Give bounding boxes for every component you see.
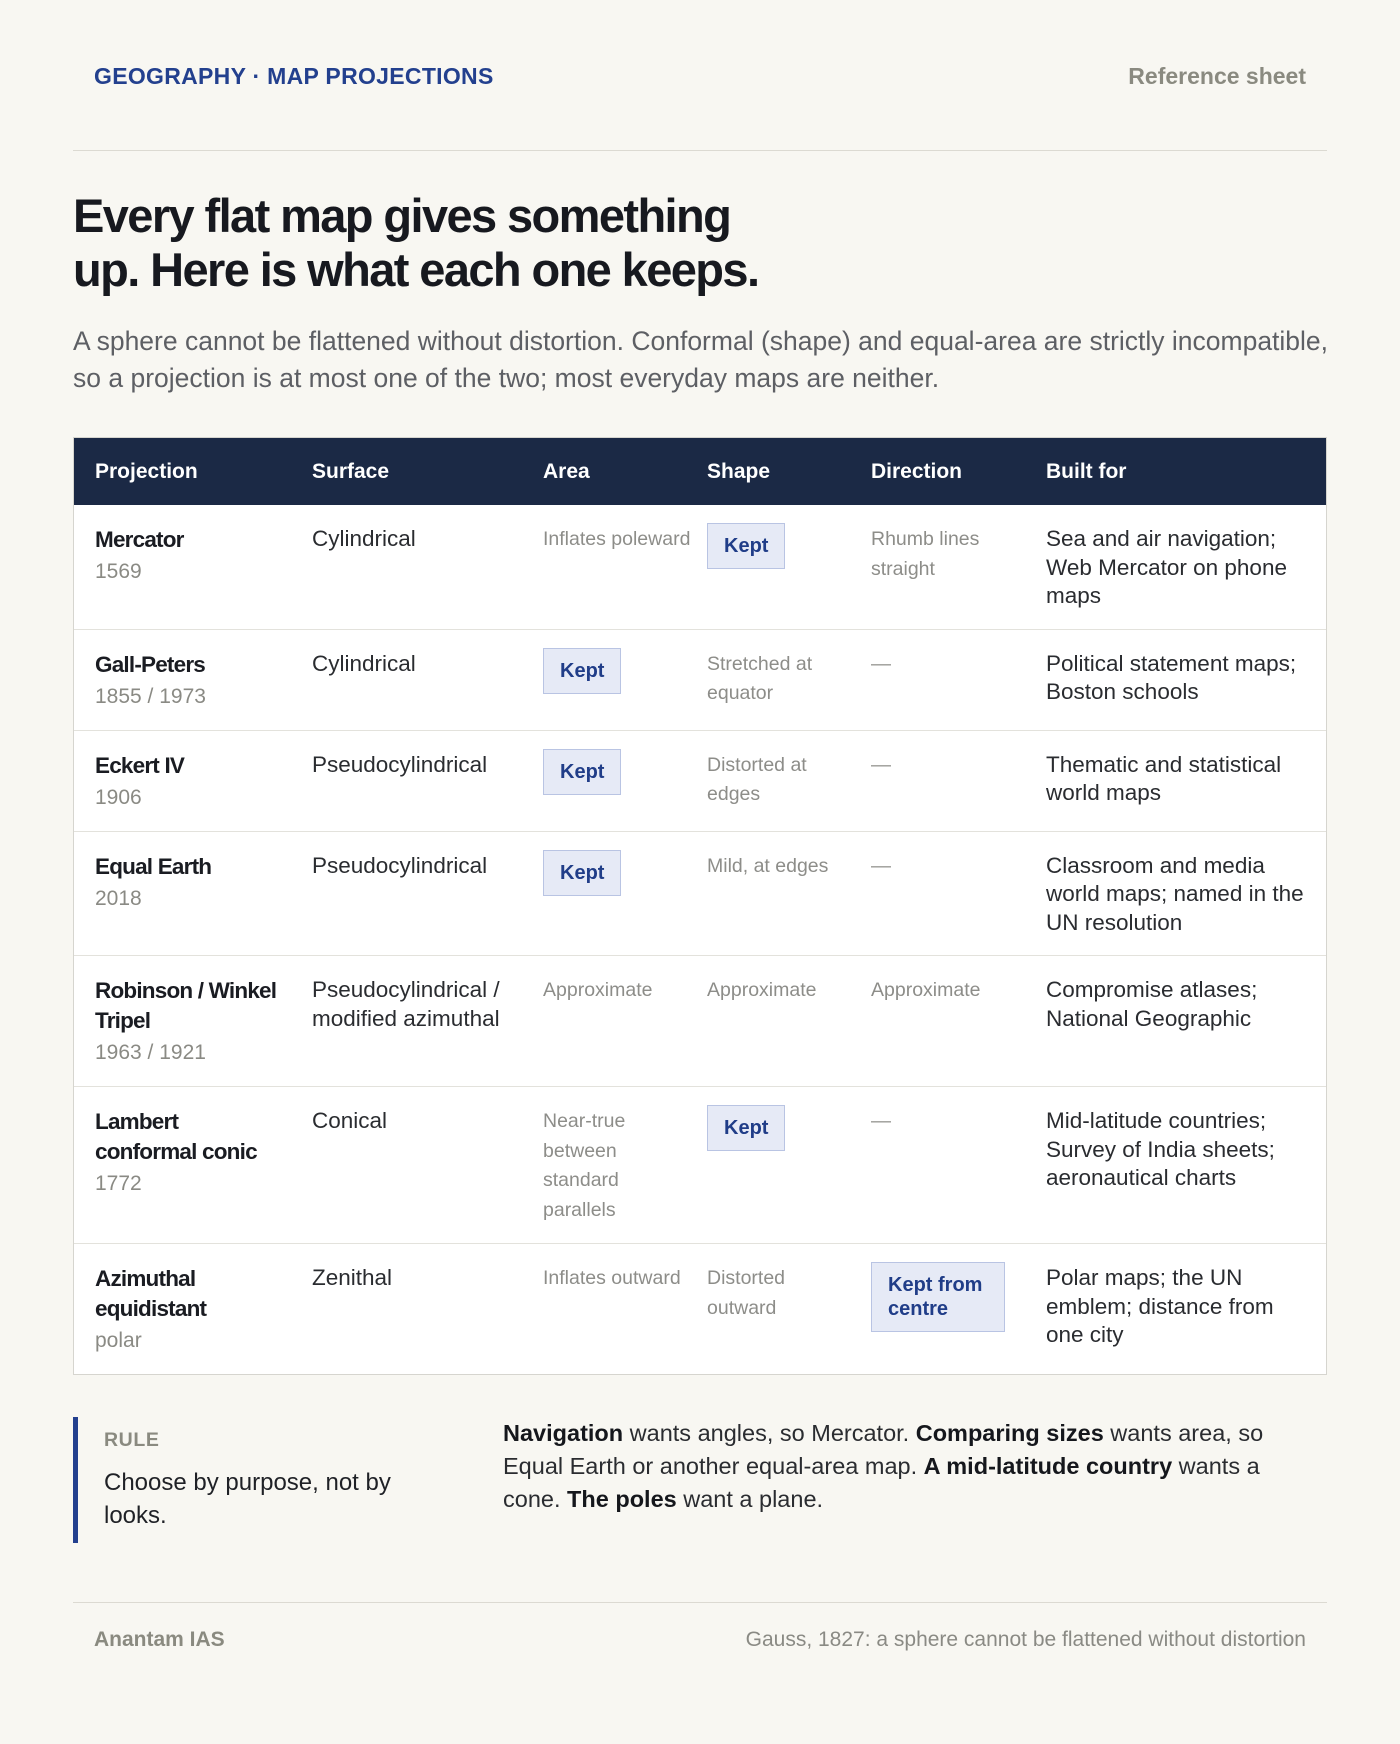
cell-surface: Cylindrical [312, 650, 416, 676]
table-row [74, 505, 1326, 629]
advice-text: wants a cone. [503, 1453, 1260, 1512]
cell-built-for: Thematic and statistical world maps [1046, 751, 1282, 805]
table-header [74, 438, 1326, 505]
advice-paragraph [503, 1417, 1323, 1543]
cell-built-for: Polar maps; the UN emblem; distance from one city [1046, 1265, 1274, 1347]
top-bar [73, 0, 1327, 151]
kept-badge: Kept [543, 749, 621, 795]
advice-keyword: A mid-latitude country [923, 1453, 1173, 1479]
not-applicable-dash: — [871, 854, 891, 877]
cell-direction [871, 1244, 1046, 1374]
column-header-area: Area [543, 459, 590, 483]
projection-name: Lambert conformal conic [95, 1109, 257, 1164]
not-applicable-dash: — [871, 1110, 891, 1132]
advice-keyword: Navigation [503, 1420, 624, 1446]
projection-year: polar [95, 1329, 142, 1352]
cell-area [543, 505, 707, 629]
advice-text: wants area, so Equal Earth or another equal-area map. [503, 1420, 1264, 1479]
page-title: Every flat map gives something up. Here is what each one keeps. [73, 189, 759, 296]
cell-area [543, 956, 707, 1086]
shape-note: Distorted at edges [707, 753, 807, 805]
cell-surface: Conical [312, 1108, 388, 1133]
table-row [74, 1086, 1326, 1243]
cell-built-for: Political statement maps; Boston schools [1046, 650, 1297, 704]
cell-shape [707, 505, 871, 629]
cell-shape [707, 956, 871, 1086]
cell-projection [74, 505, 312, 629]
kept-badge: Kept from centre [871, 1262, 1005, 1332]
cell-direction [871, 956, 1046, 1086]
area-note: Inflates outward [543, 1267, 681, 1289]
section-kicker: GEOGRAPHY · MAP PROJECTIONS [94, 62, 494, 89]
not-applicable-dash: — [871, 753, 891, 776]
footer [73, 1602, 1327, 1676]
projection-year: 2018 [95, 886, 142, 910]
cell-projection [74, 731, 312, 831]
rule-callout [73, 1417, 503, 1543]
projection-name: Azimuthal equidistant [95, 1266, 207, 1321]
direction-note: Approximate [871, 979, 981, 1001]
not-applicable-dash: — [871, 652, 891, 675]
cell-shape [707, 832, 871, 956]
cell-projection [74, 1087, 312, 1243]
cell-area [543, 1244, 707, 1374]
cell-projection [74, 832, 312, 956]
column-header-shape: Shape [707, 459, 771, 483]
area-note: Inflates poleward [543, 528, 691, 550]
kept-badge: Kept [543, 850, 621, 896]
table-row [74, 629, 1326, 730]
projection-year: 1963 / 1921 [95, 1041, 206, 1064]
cell-surface: Zenithal [312, 1265, 393, 1290]
cell-shape [707, 731, 871, 831]
cell-built-for: Compromise atlases; National Geographic [1046, 977, 1258, 1031]
footer-credit: Gauss, 1827: a sphere cannot be flattened without distortion [745, 1627, 1306, 1651]
kept-badge: Kept [707, 1105, 785, 1151]
advice-text: wants angles, so Mercator. [623, 1420, 916, 1446]
cell-projection [74, 1244, 312, 1374]
cell-surface: Cylindrical [312, 526, 416, 551]
direction-note: Rhumb lines straight [871, 528, 980, 580]
shape-note: Distorted outward [707, 1267, 786, 1319]
cell-direction [871, 731, 1046, 831]
cell-projection [74, 630, 312, 730]
projection-year: 1569 [95, 560, 142, 583]
cell-projection [74, 956, 312, 1086]
projection-name: Mercator [95, 527, 184, 552]
projection-year: 1772 [95, 1172, 142, 1195]
cell-direction [871, 505, 1046, 629]
rule-section [73, 1417, 1327, 1543]
projection-table [73, 437, 1327, 1375]
projection-name: Gall-Peters [95, 651, 206, 677]
table-row [74, 955, 1326, 1086]
cell-area [543, 731, 707, 831]
column-header-built-for: Built for [1046, 459, 1127, 483]
table-row [74, 730, 1326, 831]
cell-area [543, 832, 707, 956]
cell-built-for: Sea and air navigation; Web Mercator on phone maps [1046, 526, 1287, 608]
lede-paragraph: A sphere cannot be flattened without distortion. Conformal (shape) and equal-area are strictly incompatible, so a projection is at most one of the two; most everyday maps are neither. [73, 326, 1329, 393]
cell-area [543, 1087, 707, 1243]
projection-name: Eckert IV [95, 752, 185, 778]
rule-label: RULE [104, 1429, 160, 1451]
kept-badge: Kept [543, 648, 621, 694]
projection-name: Equal Earth [95, 853, 212, 879]
reference-label: Reference sheet [1128, 62, 1306, 89]
cell-shape [707, 1087, 871, 1243]
cell-area [543, 630, 707, 730]
column-header-surface: Surface [312, 459, 390, 483]
cell-shape [707, 1244, 871, 1374]
shape-note: Mild, at edges [707, 854, 829, 877]
cell-direction [871, 630, 1046, 730]
cell-shape [707, 630, 871, 730]
rule-text: Choose by purpose, not by looks. [104, 1469, 391, 1529]
area-note: Approximate [543, 979, 653, 1001]
advice-text: want a plane. [676, 1486, 824, 1512]
cell-direction [871, 832, 1046, 956]
cell-built-for: Mid-latitude countries; Survey of India sheets; aeronautical charts [1046, 1108, 1275, 1190]
advice-keyword: Comparing sizes [915, 1420, 1104, 1446]
cell-surface: Pseudocylindrical [312, 852, 488, 878]
shape-note: Approximate [707, 979, 817, 1001]
table-row [74, 1243, 1326, 1374]
cell-built-for: Classroom and media world maps; named in the UN resolution [1046, 852, 1304, 935]
cell-surface: Pseudocylindrical [312, 751, 488, 777]
table-row [74, 831, 1326, 956]
column-header-projection: Projection [95, 459, 198, 483]
advice-keyword: The poles [567, 1486, 677, 1512]
projection-name: Robinson / Winkel Tripel [95, 978, 277, 1033]
cell-direction [871, 1087, 1046, 1243]
column-header-direction: Direction [871, 459, 963, 483]
projection-year: 1906 [95, 785, 142, 809]
shape-note: Stretched at equator [707, 652, 813, 704]
brand-name: Anantam IAS [94, 1627, 225, 1651]
cell-surface: Pseudocylindrical / modified azimuthal [312, 977, 500, 1031]
kept-badge: Kept [707, 523, 785, 569]
projection-year: 1855 / 1973 [95, 684, 206, 708]
area-note: Near-true between standard parallels [543, 1110, 626, 1221]
table-body [74, 505, 1326, 1374]
